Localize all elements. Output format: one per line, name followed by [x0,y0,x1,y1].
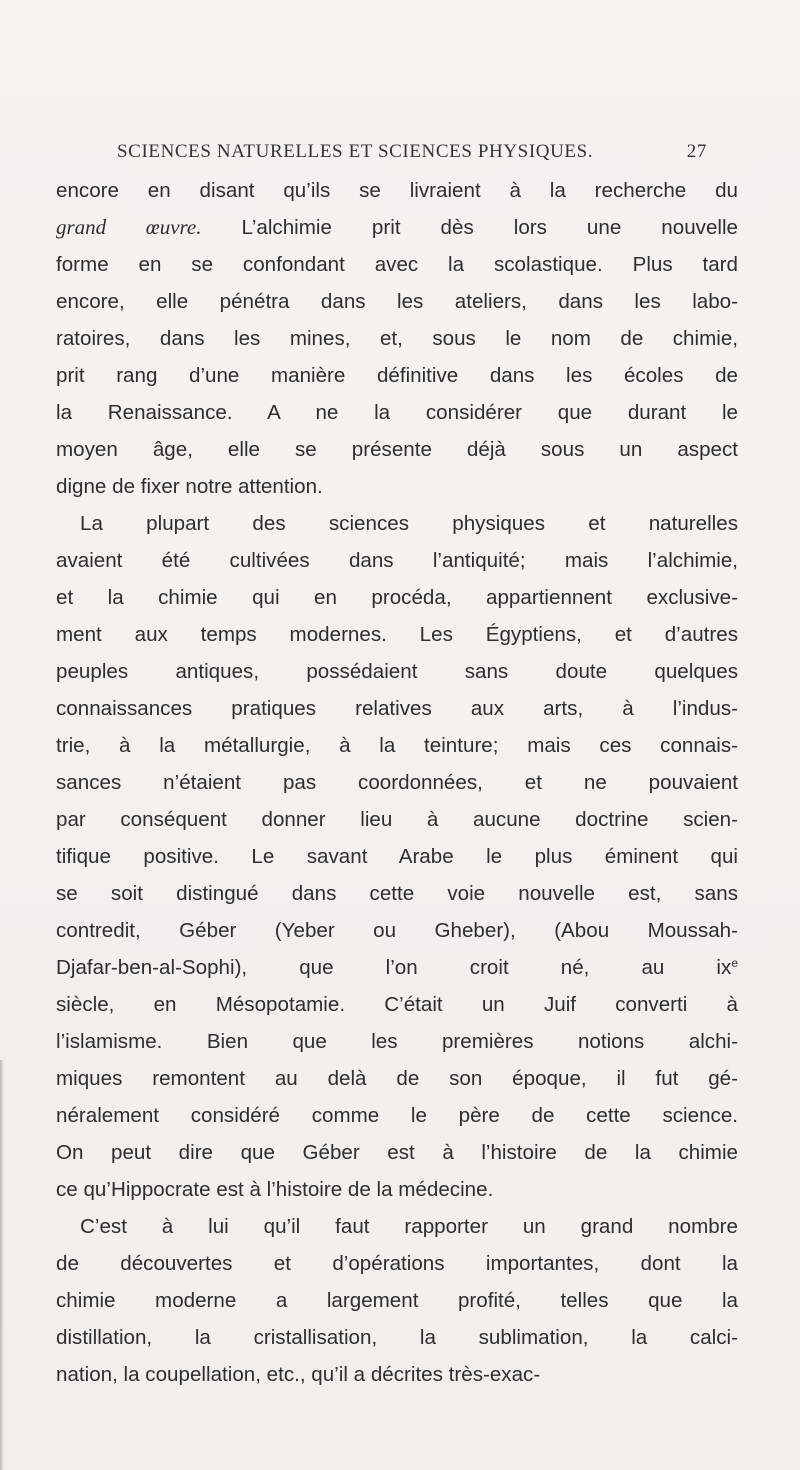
text-line [56,727,738,764]
line-text: tifique positive. Le savant Arabe le plus éminent qui [56,845,738,868]
text-line [56,394,738,431]
text-line [56,1319,738,1356]
text-line [56,1282,738,1319]
text-line [56,579,738,616]
line-text: connaissances pratiques relatives aux arts, à l’indus- [56,697,738,720]
text-line [56,1245,738,1282]
line-text: nation, la coupellation, etc., qu’il a décrites très-exac- [56,1363,541,1386]
line-text: siècle, en Mésopotamie. C’était un Juif converti à [56,993,738,1016]
text-line [56,616,738,653]
page-header [117,141,707,163]
text-line [56,320,738,357]
line-text: forme en se confondant avec la scolastique. Plus tard [56,253,738,276]
text-line [56,690,738,727]
line-text: encore, elle pénétra dans les ateliers, dans les labo- [56,290,738,313]
page-edge-shadow [0,1060,4,1470]
text-line [56,1134,738,1171]
line-text: avaient été cultivées dans l’antiquité; mais l’alchimie, [56,549,738,572]
line-text: moyen âge, elle se présente déjà sous un aspect [56,438,738,461]
paragraph [56,505,738,1208]
line-text: se soit distingué dans cette voie nouvelle est, sans [56,882,738,905]
text-line [56,1171,738,1208]
line-text: peuples antiques, possédaient sans doute quelques [56,660,738,683]
line-text: néralement considéré comme le père de cette science. [56,1104,738,1127]
text-line [56,875,738,912]
line-text: L’alchimie prit dès lors une nouvelle [201,216,739,239]
line-text: C’est à lui qu’il faut rapporter un grand nombre [80,1215,738,1238]
text-line [56,838,738,875]
line-text: ce qu’Hippocrate est à l’histoire de la médecine. [56,1178,494,1201]
page-number: 27 [686,141,707,162]
running-title: SCIENCES NATURELLES ET SCIENCES PHYSIQUES. [117,141,594,162]
line-text: ment aux temps modernes. Les Égyptiens, et d’autres [56,623,738,646]
text-line [56,801,738,838]
body-text [56,172,738,1393]
line-text: l’islamisme. Bien que les premières notions alchi- [56,1030,738,1053]
line-text: On peut dire que Géber est à l’histoire de la chimie [56,1141,738,1164]
text-line [56,1097,738,1134]
text-line [56,912,738,949]
text-line [56,1023,738,1060]
text-line [56,468,738,505]
text-line [56,764,738,801]
line-text: Djafar-ben-al-Sophi), que l’on croit né, au ix [56,956,732,979]
text-line [56,1356,738,1393]
line-text: sances n’étaient pas coordonnées, et ne pouvaient [56,771,738,794]
line-text: trie, à la métallurgie, à la teinture; mais ces connais- [56,734,738,757]
italic-text: grand œuvre. [56,215,202,239]
line-text: chimie moderne a largement profité, telles que la [56,1289,738,1312]
line-text: distillation, la cristallisation, la sublimation, la calci- [56,1326,738,1349]
superscript: e [731,956,738,970]
text-line [56,283,738,320]
line-text: la Renaissance. A ne la considérer que durant le [56,401,738,424]
line-text: encore en disant qu’ils se livraient à la recherche du [56,179,738,202]
line-text: par conséquent donner lieu à aucune doctrine scien- [56,808,738,831]
text-line [56,209,738,246]
line-text: contredit, Géber (Yeber ou Gheber), (Abou Moussah- [56,919,738,942]
line-text: ratoires, dans les mines, et, sous le nom de chimie, [56,327,738,350]
text-line [56,505,738,542]
text-line [56,1208,738,1245]
text-line [56,357,738,394]
line-text: digne de fixer notre attention. [56,475,323,498]
text-line [56,431,738,468]
text-line [56,653,738,690]
text-line [56,246,738,283]
line-text: et la chimie qui en procéda, appartiennent exclusive- [56,586,738,609]
paragraph [56,1208,738,1393]
line-text: La plupart des sciences physiques et naturelles [80,512,738,535]
text-line [56,1060,738,1097]
paragraph [56,172,738,505]
text-line [56,172,738,209]
line-text: miques remontent au delà de son époque, il fut gé- [56,1067,738,1090]
text-line [56,542,738,579]
text-line [56,986,738,1023]
line-text: prit rang d’une manière définitive dans les écoles de [56,364,738,387]
line-text: de découvertes et d’opérations importantes, dont la [56,1252,738,1275]
text-line [56,949,738,986]
